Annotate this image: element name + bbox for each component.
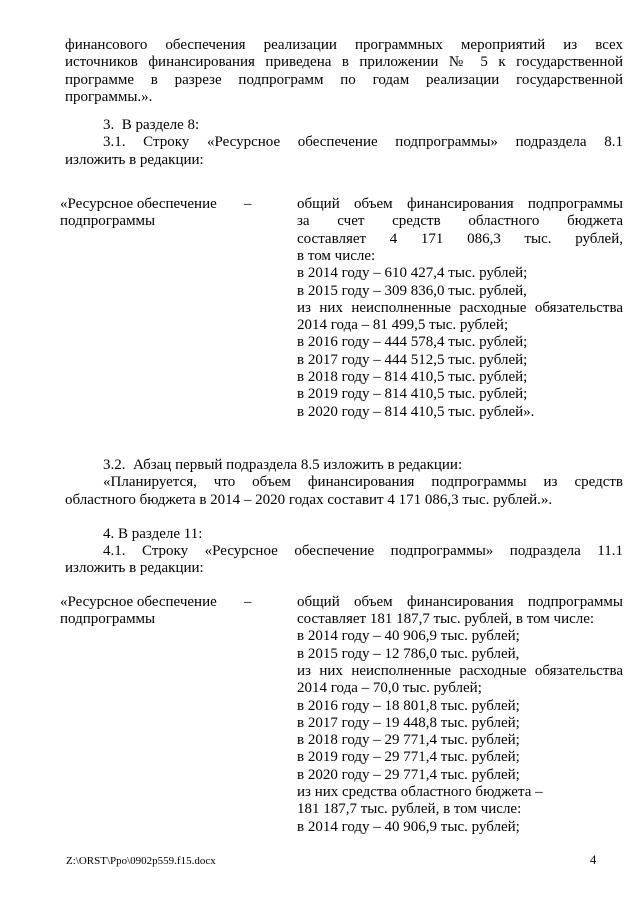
paragraph-line: изложить в редакции: xyxy=(65,151,204,168)
definition-line: 181 187,7 тыс. рублей, в том числе: xyxy=(297,801,522,818)
section-3-heading: 3. В разделе 8: xyxy=(103,117,200,134)
definition-cell xyxy=(297,196,623,421)
document-content xyxy=(60,37,623,836)
definition-line: из них неисполненные расходные обязательства xyxy=(297,662,623,679)
definition-line: общий объем финансирования подпрограммы xyxy=(297,593,623,610)
definition-line: 2014 года – 70,0 тыс. рублей; xyxy=(297,680,482,697)
definition-line: из них средства областного бюджета – xyxy=(297,783,543,800)
paragraph-line: программе в разрезе подпрограмм по годам реализации государственной xyxy=(65,71,623,88)
term-cell xyxy=(60,196,244,231)
term-line: подпрограммы xyxy=(60,213,156,230)
definition-dash: – xyxy=(244,593,252,610)
paragraph-line: областного бюджета в 2014 – 2020 годах составит 4 171 086,3 тыс. рублей.». xyxy=(65,491,553,508)
paragraph-line: программы.». xyxy=(65,88,153,105)
paragraph-line: 3.1. Строку «Ресурсное обеспечение подпрограммы» подраздела 8.1 xyxy=(103,134,623,151)
definition-line: в 2020 году – 814 410,5 тыс. рублей». xyxy=(297,403,535,420)
definition-line: в 2019 году – 814 410,5 тыс. рублей; xyxy=(297,386,528,403)
paragraph-line: изложить в редакции: xyxy=(65,560,204,577)
definition-line: составляет 4 171 086,3 тыс. рублей, xyxy=(297,230,623,247)
paragraph-line: 4.1. Строку «Ресурсное обеспечение подпрограммы» подраздела 11.1 xyxy=(103,543,623,560)
resource-block-8-1 xyxy=(60,196,623,421)
footer-file-path: Z:\ORST\Ppo\0902p559.f15.docx xyxy=(66,855,216,867)
definition-line: составляет 181 187,7 тыс. рублей, в том числе: xyxy=(297,611,595,628)
paragraph-intro xyxy=(65,37,623,106)
definition-line: в 2016 году – 444 578,4 тыс. рублей; xyxy=(297,334,528,351)
definition-line: в 2016 году – 18 801,8 тыс. рублей; xyxy=(297,697,520,714)
paragraph-line: финансового обеспечения реализации программных мероприятий из всех xyxy=(65,37,623,53)
section-4-heading: 4. В разделе 11: xyxy=(103,525,203,542)
definition-line: в 2014 году – 40 906,9 тыс. рублей; xyxy=(297,628,520,645)
definition-line: в 2014 году – 40 906,9 тыс. рублей; xyxy=(297,818,520,835)
definition-line: в 2017 году – 19 448,8 тыс. рублей; xyxy=(297,714,520,731)
term-line: «Ресурсное обеспечение xyxy=(60,593,217,610)
definition-line: в 2018 году – 814 410,5 тыс. рублей; xyxy=(297,369,528,386)
paragraph-line: источников финансирования приведена в приложении № 5 к государственной xyxy=(65,54,623,71)
definition-line: в 2019 году – 29 771,4 тыс. рублей; xyxy=(297,749,520,766)
definition-cell xyxy=(297,594,623,836)
definition-line: в 2015 году – 12 786,0 тыс. рублей, xyxy=(297,645,520,662)
definition-line: за счет средств областного бюджета xyxy=(297,213,623,230)
page-number: 4 xyxy=(590,853,597,867)
term-cell xyxy=(60,593,244,629)
paragraph-3-2-heading: 3.2. Абзац первый подраздела 8.5 изложить в редакции: xyxy=(103,456,463,473)
paragraph-3-1 xyxy=(65,134,623,169)
paragraph-4-1 xyxy=(65,543,623,578)
definition-line: в том числе: xyxy=(297,247,376,264)
resource-block-11-1 xyxy=(60,593,623,836)
definition-line: из них неисполненные расходные обязательства xyxy=(297,299,623,316)
definition-line: в 2017 году – 444 512,5 тыс. рублей; xyxy=(297,351,528,368)
paragraph-3-2-body xyxy=(65,474,623,509)
definition-line: 2014 года – 81 499,5 тыс. рублей; xyxy=(297,317,509,334)
definition-dash: – xyxy=(244,196,252,213)
definition-line: в 2020 году – 29 771,4 тыс. рублей; xyxy=(297,766,520,783)
definition-line: в 2015 году – 309 836,0 тыс. рублей, xyxy=(297,282,527,299)
definition-line: в 2014 году – 610 427,4 тыс. рублей; xyxy=(297,265,528,282)
definition-line: в 2018 году – 29 771,4 тыс. рублей; xyxy=(297,732,520,749)
term-line: подпрограммы xyxy=(60,611,156,628)
paragraph-line: «Планируется, что объем финансирования подпрограммы из средств xyxy=(103,474,623,491)
term-line: «Ресурсное обеспечение xyxy=(60,196,217,213)
definition-line: общий объем финансирования подпрограммы xyxy=(297,196,623,213)
